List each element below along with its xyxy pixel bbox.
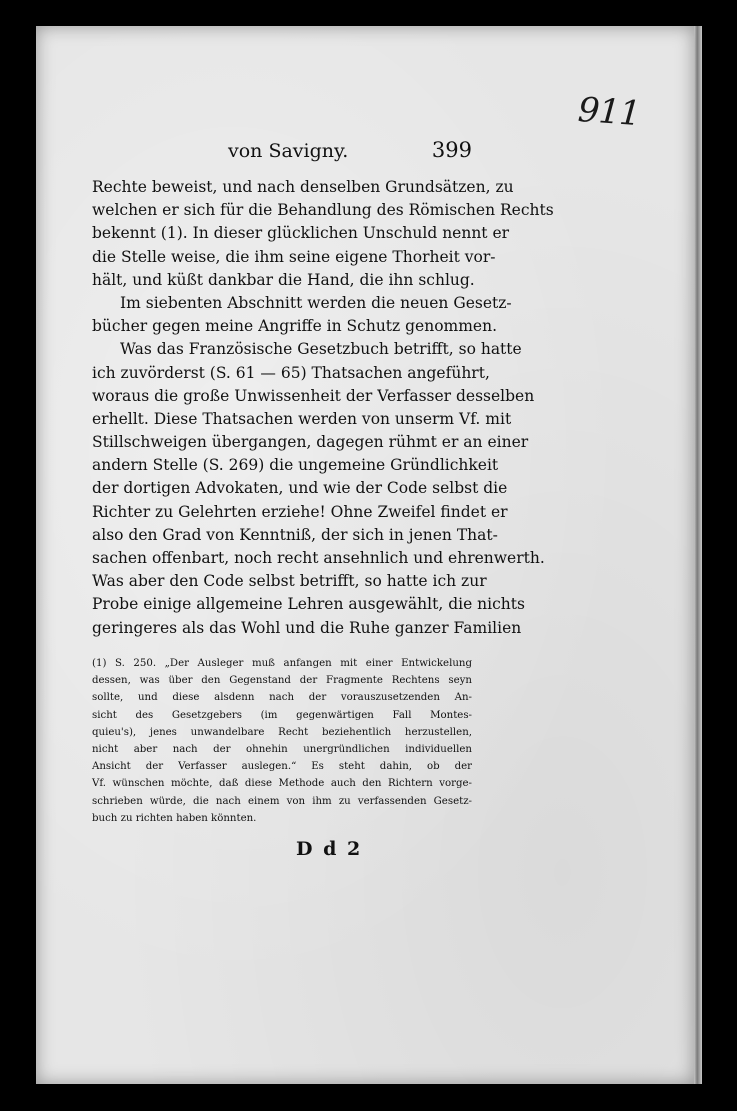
footnote-line: buch zu richten haben könnten. [92, 812, 257, 824]
body-line: der dortigen Advokaten, und wie der Code selbst die [92, 479, 508, 498]
footnote-block [92, 655, 472, 827]
body-line: woraus die große Unwissenheit der Verfasser desselben [92, 386, 535, 405]
body-line: erhellt. Diese Thatsachen werden von unserm Vf. mit [92, 409, 512, 428]
body-line: welchen er sich für die Behandlung des Römischen Rechts [92, 201, 554, 220]
footnote-line: Ansicht der Verfasser auslegen.“ Es steht dahin, ob der [92, 761, 472, 773]
body-line: Rechte beweist, und nach denselben Grundsätzen, zu [92, 178, 514, 196]
footnote-line: (1) S. 250. „Der Ausleger muß anfangen mit einer Entwickelung [92, 658, 472, 669]
page-number: 399 [431, 138, 472, 162]
body-line: bücher gegen meine Angriffe in Schutz genommen. [92, 317, 498, 336]
footnote-line: dessen, was über den Gegenstand der Fragmente Rechtens seyn [92, 675, 472, 687]
body-line: Probe einige allgemeine Lehren ausgewählt, die nichts [92, 595, 525, 614]
footnote-line: nicht aber nach der ohnehin unergründlichen individuellen [92, 743, 472, 755]
body-line: Im siebenten Abschnitt werden die neuen Gesetz- [120, 293, 512, 312]
running-head: von Savigny. [228, 140, 349, 162]
footnote-line: quieu's), jenes unwandelbare Recht beziehentlich herzustellen, [92, 726, 472, 738]
footnote-line: sicht des Gesetzgebers (im gegenwärtigen Fall Montes- [92, 709, 472, 721]
body-line: die Stelle weise, die ihm seine eigene Thorheit vor- [92, 247, 496, 266]
body-line: Richter zu Gelehrten erziehe! Ohne Zweifel findet er [92, 502, 508, 521]
footnote-line: sollte, und diese alsdenn nach der vorauszusetzenden An- [92, 692, 472, 704]
body-line: sachen offenbart, noch recht ansehnlich und ehrenwerth. [92, 549, 545, 567]
page-header [92, 140, 472, 170]
body-line: ich zuvörderst (S. 61 — 65) Thatsachen angeführt, [92, 363, 490, 382]
body-line: bekennt (1). In dieser glücklichen Unschuld nennt er [92, 224, 510, 243]
body-text [92, 176, 554, 640]
body-line: andern Stelle (S. 269) die ungemeine Gründlichkeit [92, 456, 499, 475]
body-line: Stillschweigen übergangen, dagegen rühmt er an einer [92, 433, 529, 452]
body-line: hält, und küßt dankbar die Hand, die ihn schlug. [92, 270, 475, 289]
body-line: geringeres als das Wohl und die Ruhe ganzer Familien [92, 618, 522, 637]
footnote-line: Vf. wünschen möchte, daß diese Methode auch den Richtern vorge- [92, 778, 472, 790]
body-line: Was das Französische Gesetzbuch betrifft, so hatte [120, 340, 522, 359]
signature-mark: D d 2 [296, 838, 363, 860]
body-line: Was aber den Code selbst betrifft, so hatte ich zur [92, 572, 487, 591]
footnote-line: schrieben würde, die nach einem von ihm zu verfassenden Gesetz- [92, 795, 472, 807]
body-line: also den Grad von Kenntniß, der sich in jenen That- [92, 525, 498, 544]
shelfmark-number: 911 [576, 89, 642, 135]
